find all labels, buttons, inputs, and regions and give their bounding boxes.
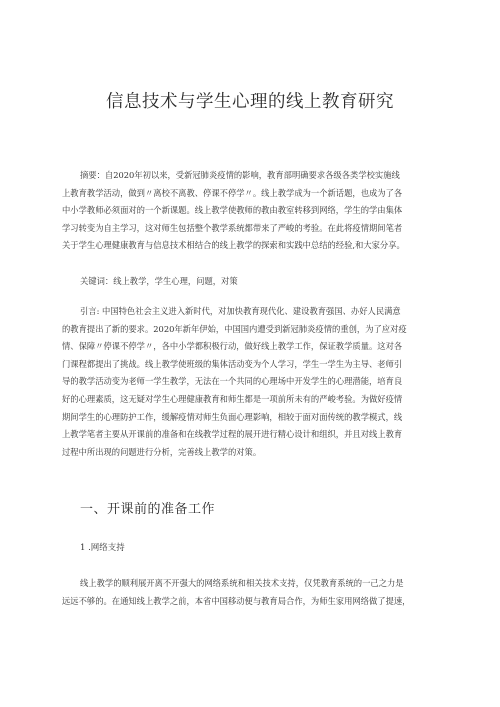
abstract-line: 学习转变为自主学习，这对师生包括整个教学系统都带来了严峻的考验。在此将疫情期间笔者 — [62, 222, 403, 233]
subsection-heading: 1 .网络支持 — [80, 543, 125, 553]
abstract-line: 关于学生心理健康教育与信息技术相结合的线上教学的探索和实践中总结的经验,和大家分享。 — [62, 240, 405, 251]
intro-line: 情、保障〃停课不停学〃，各中小学都积极行动，做好线上教学工作，保证教学质量。这对各 — [62, 341, 403, 352]
intro-line: 过程中所出现的问题进行分析，完善线上教学的对策。 — [62, 446, 262, 457]
introduction — [62, 303, 444, 461]
abstract-line: 上教育教学活动，做到〃离校不离教、停课不停学〃。线上教学成为一个新话题，也成为了各 — [62, 187, 403, 198]
intro-line: 引言: 中国特色社会主义进入新时代，对加快教育现代化、建设教育强国、办好人民满意 — [80, 306, 401, 316]
abstract — [62, 167, 444, 255]
keywords — [62, 273, 444, 291]
keywords-line: 关键词：线上教学，学生心理，问题，对策 — [80, 276, 238, 286]
intro-line: 好的心理素质，这无疑对学生心理健康教育和师生都是一项前所未有的严峻考验。为做好疫情 — [62, 393, 403, 404]
section-body — [62, 575, 444, 610]
intro-line: 门课程都提出了挑战。线上教学使班级的集体活动变为个人学习，学生一学生为主导、老师引 — [62, 358, 403, 369]
body-line: 线上教学的顺利展开离不开强大的网络系统和相关技术支持，仅凭教育系统的一己之力是 — [80, 578, 404, 588]
body-line: 远远不够的。在通知线上教学之前，本省中国移动便与教育局合作，为师生家用网络做了提速， — [62, 595, 411, 606]
intro-line: 期间学生的心理防护工作，缓解疫情对师生负面心理影响，相较于面对面传统的教学模式，线 — [62, 411, 403, 422]
abstract-line: 中小学教师必须面对的一个新课题。线上教学使教师的教由教室转移到网络，学生的学由集体 — [62, 205, 403, 216]
paper-title: 信息技术与学生心理的线上教育研究 — [106, 92, 394, 112]
intro-line: 上教学笔者主要从开课前的准备和在线教学过程的展开进行精心设计和组织，并且对线上教育 — [62, 429, 403, 440]
intro-line: 导的教学活动变为老师一学生教学，无法在一个共同的心理场中开发学生的心理潜能，培育良 — [62, 376, 403, 387]
section-heading: 一、开课前的准备工作 — [80, 502, 216, 517]
intro-line: 的教育提出了新的要求。2020年新年伊始，中国国内遭受到新冠肺炎疫情的重创，为了应对疫 — [62, 323, 407, 334]
abstract-line: 摘要：自2020年初以来，受新冠肺炎疫情的影响，教育部明确要求各级各类学校实施线 — [80, 170, 400, 180]
